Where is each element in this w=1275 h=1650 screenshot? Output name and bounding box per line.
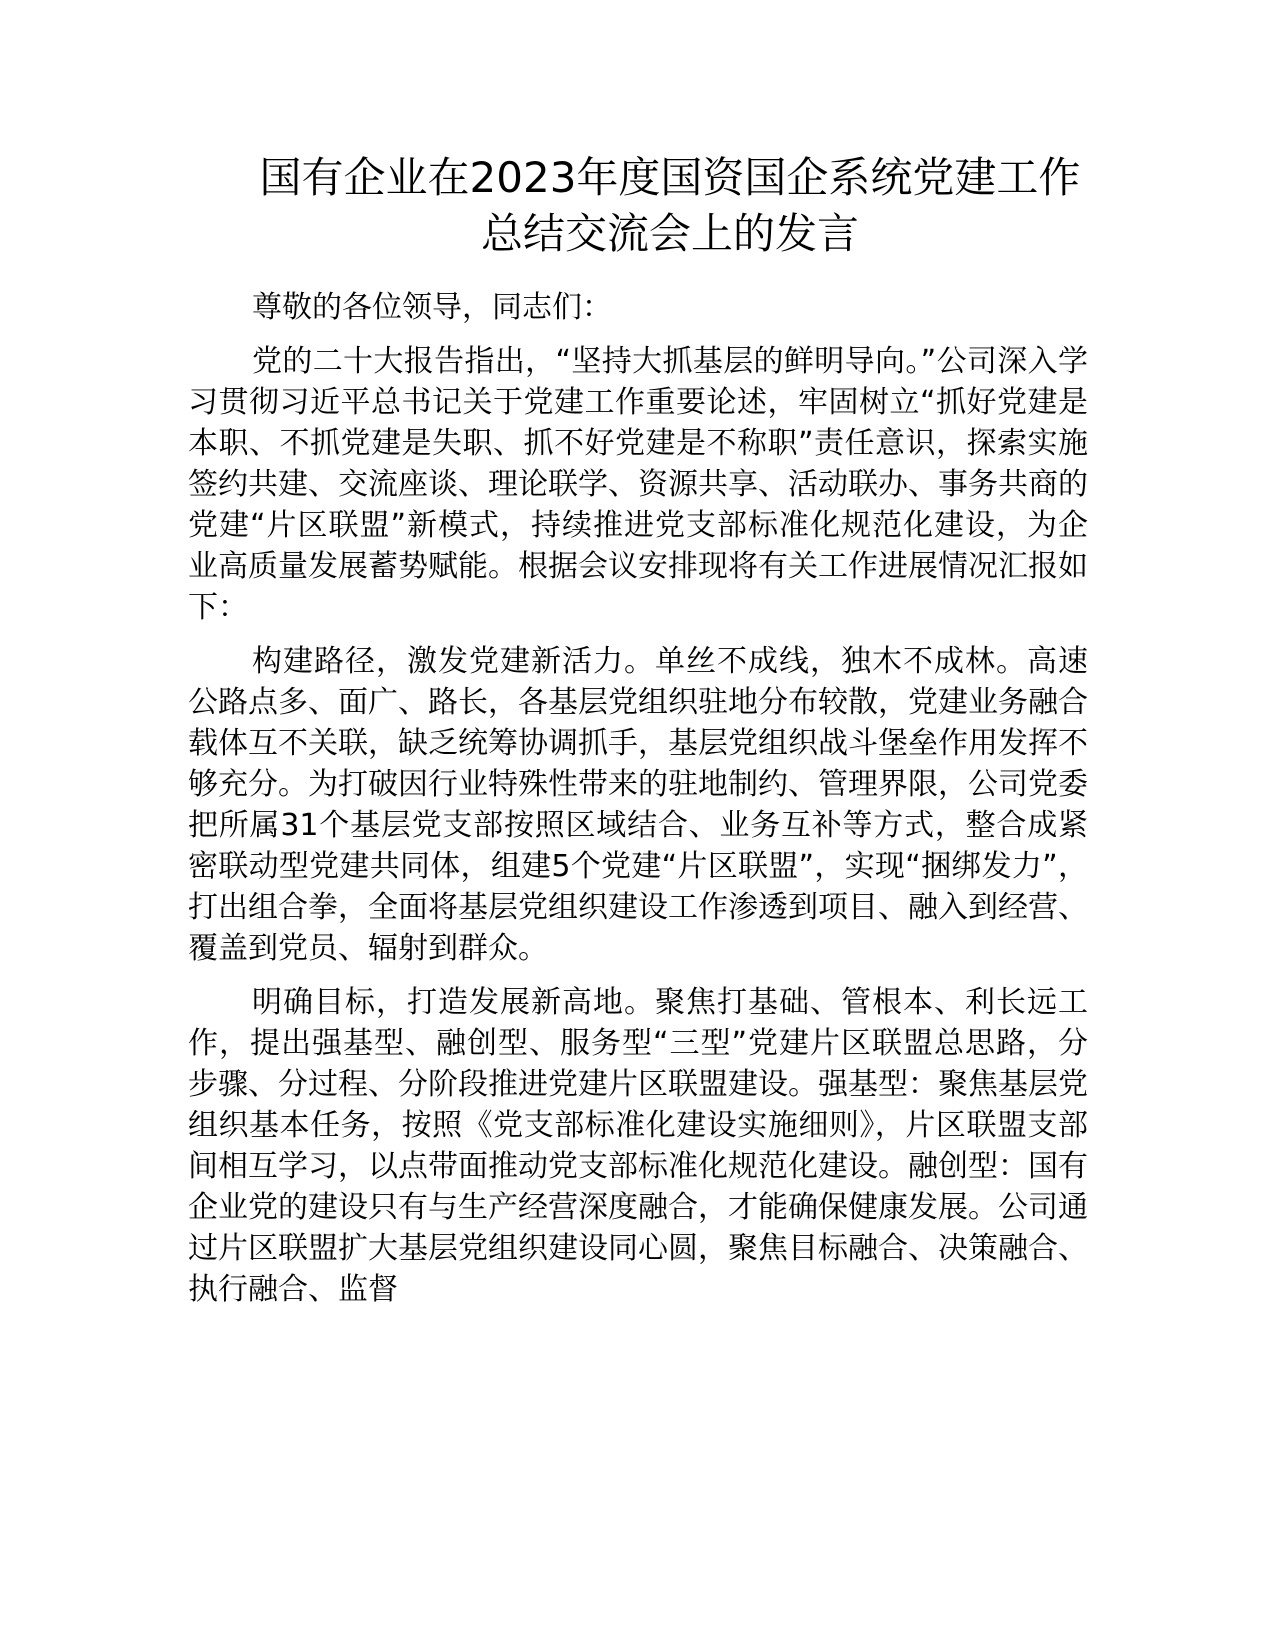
document-title: 国有企业在2023年度国资国企系统党建工作总结交流会上的发言 [259, 153, 1081, 258]
document-body [188, 287, 1088, 1323]
body-paragraph-2: 构建路径，激发党建新活力。单丝不成线，独木不成林。高速公路点多、面广、路长，各基层党组织驻地分布较散，党建业务融合载体互不关联，缺乏统筹协调抓手，基层党组织战斗堡垒作用发挥不够充分。为打破因行业特殊性带来的驻地制约、管理界限，公司党委把所属31个基层党支部按照区域结合、业务互补等方式，整合成紧密联动型党建共同体，组建5个党建“片区联盟”，实现“捆绑发力”，打出组合拳，全面将基层党组织建设工作渗透到项目、融入到经营、覆盖到党员、辐射到群众。 [188, 644, 1088, 966]
body-paragraph-1: 党的二十大报告指出，“坚持大抓基层的鲜明导向。”公司深入学习贯彻习近平总书记关于党建工作重要论述，牢固树立“抓好党建是本职、不抓党建是失职、抓不好党建是不称职”责任意识，探索实施签约共建、交流座谈、理论联学、资源共享、活动联办、事务共商的党建“片区联盟”新模式，持续推进党支部标准化规范化建设，为企业高质量发展蓄势赋能。根据会议安排现将有关工作进展情况汇报如下： [188, 344, 1088, 625]
greeting-paragraph: 尊敬的各位领导，同志们： [252, 290, 612, 325]
body-paragraph-3: 明确目标，打造发展新高地。聚焦打基础、管根本、利长远工作，提出强基型、融创型、服务型“三型”党建片区联盟总思路，分步骤、分过程、分阶段推进党建片区联盟建设。强基型：聚焦基层党组织基本任务，按照《党支部标准化建设实施细则》，片区联盟支部间相互学习，以点带面推动党支部标准化规范化建设。融创型：国有企业党的建设只有与生产经营深度融合，才能确保健康发展。公司通过片区联盟扩大基层党组织建设同心圆，聚焦目标融合、决策融合、执行融合、监督 [188, 985, 1088, 1307]
